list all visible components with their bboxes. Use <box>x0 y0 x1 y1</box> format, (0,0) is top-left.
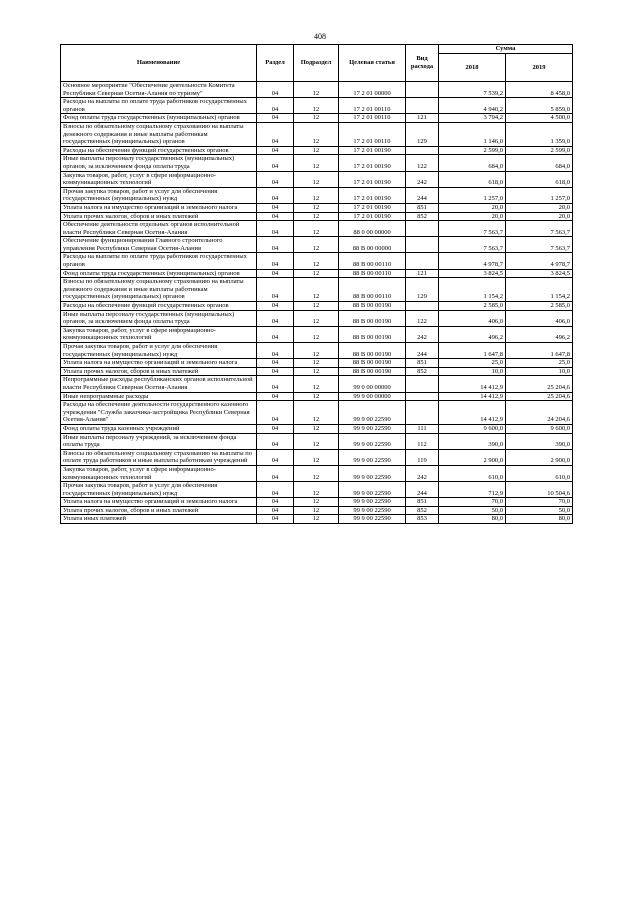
row-value-2019: 684,0 <box>506 155 573 171</box>
row-section: 04 <box>257 465 294 481</box>
row-subsection: 12 <box>294 376 339 392</box>
row-section: 04 <box>257 237 294 253</box>
row-value-2019: 3 824,5 <box>506 269 573 278</box>
row-subsection: 12 <box>294 82 339 98</box>
row-value-2019: 1 359,0 <box>506 122 573 146</box>
row-name: Уплата налога на имущество организаций и земельного налога <box>61 359 257 368</box>
row-section: 04 <box>257 376 294 392</box>
row-target: 17 2 01 00110 <box>339 114 406 123</box>
row-subsection: 12 <box>294 359 339 368</box>
row-name: Прочая закупка товаров, работ и услуг для обеспечения государственных (муниципальных) нужд <box>61 187 257 203</box>
header-section: Раздел <box>257 45 294 82</box>
row-subsection: 12 <box>294 98 339 114</box>
row-subsection: 12 <box>294 465 339 481</box>
row-section: 04 <box>257 343 294 359</box>
row-target: 17 2 01 00190 <box>339 187 406 203</box>
row-target: 88 В 00 00190 <box>339 326 406 342</box>
page-number: 408 <box>314 32 326 41</box>
row-subsection: 12 <box>294 343 339 359</box>
table-row <box>61 98 573 114</box>
row-subsection: 12 <box>294 269 339 278</box>
row-target: 99 9 00 22590 <box>339 424 406 433</box>
row-section: 04 <box>257 424 294 433</box>
row-target: 17 2 01 00190 <box>339 212 406 221</box>
row-name: Иные выплаты персоналу государственных (муниципальных) органов, за исключением фонда оплаты труда <box>61 310 257 326</box>
row-name: Основное мероприятие "Обеспечение деятельности Комитета Республики Северная Осетия-Алания по туризму" <box>61 82 257 98</box>
row-value-2018: 4 940,2 <box>439 98 506 114</box>
row-name: Прочая закупка товаров, работ и услуг для обеспечения государственных (муниципальных) нужд <box>61 343 257 359</box>
row-value-2019: 1 647,8 <box>506 343 573 359</box>
row-value-2018: 2 585,0 <box>439 302 506 311</box>
row-name: Расходы на выплаты по оплате труда работников государственных органов <box>61 98 257 114</box>
row-value-2018: 20,0 <box>439 203 506 212</box>
row-value-2018: 1 647,8 <box>439 343 506 359</box>
row-value-2019: 2 585,0 <box>506 302 573 311</box>
row-subsection: 12 <box>294 506 339 515</box>
row-expense-type <box>406 376 439 392</box>
row-section: 04 <box>257 98 294 114</box>
row-value-2019: 7 563,7 <box>506 221 573 237</box>
row-value-2019: 390,0 <box>506 433 573 449</box>
row-name: Непрограммные расходы республиканских органов исполнительной власти Республики Северная Осетия-Алания <box>61 376 257 392</box>
row-expense-type: 129 <box>406 278 439 302</box>
row-expense-type: 851 <box>406 359 439 368</box>
row-expense-type: 112 <box>406 433 439 449</box>
row-expense-type <box>406 98 439 114</box>
row-name: Фонд оплаты труда казенных учреждений <box>61 424 257 433</box>
row-section: 04 <box>257 253 294 269</box>
row-subsection: 12 <box>294 114 339 123</box>
row-value-2019: 610,0 <box>506 465 573 481</box>
row-expense-type: 129 <box>406 122 439 146</box>
row-expense-type <box>406 82 439 98</box>
table-row <box>61 278 573 302</box>
row-value-2018: 712,9 <box>439 482 506 498</box>
row-value-2018: 14 412,9 <box>439 376 506 392</box>
row-value-2018: 7 563,7 <box>439 237 506 253</box>
row-section: 04 <box>257 392 294 401</box>
row-value-2019: 25 204,6 <box>506 376 573 392</box>
row-subsection: 12 <box>294 187 339 203</box>
table-row <box>61 392 573 401</box>
row-subsection: 12 <box>294 367 339 376</box>
row-value-2018: 7 563,7 <box>439 221 506 237</box>
table-row <box>61 433 573 449</box>
row-name: Фонд оплаты труда государственных (муниципальных) органов <box>61 114 257 123</box>
row-subsection: 12 <box>294 155 339 171</box>
table-row <box>61 82 573 98</box>
row-subsection: 12 <box>294 392 339 401</box>
row-section: 04 <box>257 359 294 368</box>
row-section: 04 <box>257 482 294 498</box>
row-subsection: 12 <box>294 498 339 507</box>
row-name: Иные выплаты персоналу учреждений, за исключением фонда оплаты труда <box>61 433 257 449</box>
row-expense-type <box>406 237 439 253</box>
row-expense-type <box>406 221 439 237</box>
table-row <box>61 269 573 278</box>
header-sum: Сумма <box>439 45 573 54</box>
row-expense-type: 121 <box>406 269 439 278</box>
row-target: 17 2 01 00190 <box>339 203 406 212</box>
row-subsection: 12 <box>294 212 339 221</box>
row-value-2019: 496,2 <box>506 326 573 342</box>
row-section: 04 <box>257 278 294 302</box>
row-expense-type: 853 <box>406 515 439 524</box>
row-subsection: 12 <box>294 515 339 524</box>
row-name: Уплата прочих налогов, сборов и иных платежей <box>61 367 257 376</box>
row-value-2019: 25 204,6 <box>506 392 573 401</box>
row-subsection: 12 <box>294 401 339 425</box>
row-value-2019: 2 599,0 <box>506 146 573 155</box>
row-target: 99 9 00 22590 <box>339 401 406 425</box>
row-value-2018: 70,0 <box>439 498 506 507</box>
row-target: 17 2 01 00110 <box>339 122 406 146</box>
row-target: 99 0 00 00000 <box>339 376 406 392</box>
row-name: Уплата налога на имущество организаций и земельного налога <box>61 203 257 212</box>
row-value-2019: 8 458,0 <box>506 82 573 98</box>
row-section: 04 <box>257 114 294 123</box>
row-section: 04 <box>257 155 294 171</box>
row-name: Уплата прочих налогов, сборов и иных платежей <box>61 506 257 515</box>
table-row <box>61 465 573 481</box>
row-name: Закупка товаров, работ, услуг в сфере информационно-коммуникационных технологий <box>61 465 257 481</box>
row-expense-type: 852 <box>406 367 439 376</box>
row-name: Обеспечение деятельности отдельных органов исполнительной власти Республики Северная Осетия-Алания <box>61 221 257 237</box>
row-section: 04 <box>257 367 294 376</box>
row-section: 04 <box>257 401 294 425</box>
row-name: Взносы по обязательному социальному страхованию на выплаты по оплате труда работников и иные выплаты работникам учреждений <box>61 449 257 465</box>
row-subsection: 12 <box>294 278 339 302</box>
row-value-2019: 5 859,0 <box>506 98 573 114</box>
row-target: 88 В 00 00190 <box>339 359 406 368</box>
row-value-2018: 4 978,7 <box>439 253 506 269</box>
table-header <box>61 45 573 82</box>
row-name: Взносы по обязательному социальному страхованию на выплаты денежного содержания и иные выплаты работникам государственных (муниципальных) органов <box>61 122 257 146</box>
header-subsection: Подраздел <box>294 45 339 82</box>
row-value-2018: 2 900,0 <box>439 449 506 465</box>
row-value-2018: 25,0 <box>439 359 506 368</box>
row-value-2018: 2 599,0 <box>439 146 506 155</box>
header-name: Наименование <box>61 45 257 82</box>
table-row <box>61 212 573 221</box>
table-row <box>61 122 573 146</box>
row-value-2019: 70,0 <box>506 498 573 507</box>
row-value-2019: 4 500,0 <box>506 114 573 123</box>
row-section: 04 <box>257 302 294 311</box>
row-value-2019: 2 900,0 <box>506 449 573 465</box>
row-section: 04 <box>257 433 294 449</box>
row-target: 99 9 00 22590 <box>339 482 406 498</box>
header-target: Целевая статья <box>339 45 406 82</box>
row-value-2018: 10,0 <box>439 367 506 376</box>
row-expense-type: 244 <box>406 482 439 498</box>
row-section: 04 <box>257 498 294 507</box>
row-subsection: 12 <box>294 221 339 237</box>
row-subsection: 12 <box>294 237 339 253</box>
row-value-2019: 10 504,6 <box>506 482 573 498</box>
row-target: 99 9 00 22590 <box>339 498 406 507</box>
row-value-2019: 9 600,0 <box>506 424 573 433</box>
row-value-2019: 4 978,7 <box>506 253 573 269</box>
row-target: 99 9 00 22590 <box>339 515 406 524</box>
row-target: 99 9 00 22590 <box>339 506 406 515</box>
row-expense-type: 244 <box>406 187 439 203</box>
row-target: 17 2 01 00110 <box>339 98 406 114</box>
row-expense-type: 242 <box>406 465 439 481</box>
table-row <box>61 498 573 507</box>
row-section: 04 <box>257 146 294 155</box>
row-value-2018: 1 146,0 <box>439 122 506 146</box>
table-row <box>61 376 573 392</box>
row-value-2018: 9 600,0 <box>439 424 506 433</box>
header-year-2018: 2018 <box>439 54 506 82</box>
table-row <box>61 506 573 515</box>
row-value-2019: 80,0 <box>506 515 573 524</box>
table-row <box>61 401 573 425</box>
row-subsection: 12 <box>294 122 339 146</box>
row-expense-type: 244 <box>406 343 439 359</box>
row-section: 04 <box>257 326 294 342</box>
row-name: Обеспечение функционирования Главного строительного управления Республики Северная Осетия-Алания <box>61 237 257 253</box>
row-section: 04 <box>257 203 294 212</box>
row-value-2018: 20,0 <box>439 212 506 221</box>
row-subsection: 12 <box>294 302 339 311</box>
row-section: 04 <box>257 212 294 221</box>
table-row <box>61 482 573 498</box>
row-target: 88 В 00 00190 <box>339 367 406 376</box>
row-name: Закупка товаров, работ, услуг в сфере информационно-коммуникационных технологий <box>61 171 257 187</box>
row-target: 88 В 00 00110 <box>339 278 406 302</box>
row-subsection: 12 <box>294 203 339 212</box>
row-expense-type: 852 <box>406 212 439 221</box>
row-target: 88 В 00 00110 <box>339 253 406 269</box>
row-name: Прочая закупка товаров, работ и услуг для обеспечения государственных (муниципальных) нужд <box>61 482 257 498</box>
row-target: 99 9 00 22590 <box>339 449 406 465</box>
row-expense-type <box>406 146 439 155</box>
row-expense-type: 122 <box>406 155 439 171</box>
row-value-2019: 10,0 <box>506 367 573 376</box>
row-expense-type: 121 <box>406 114 439 123</box>
row-name: Иные непрограммные расходы <box>61 392 257 401</box>
header-year-2019: 2019 <box>506 54 573 82</box>
row-expense-type: 111 <box>406 424 439 433</box>
row-target: 99 9 00 22590 <box>339 465 406 481</box>
row-value-2019: 20,0 <box>506 212 573 221</box>
row-expense-type: 852 <box>406 506 439 515</box>
row-target: 88 В 00 00190 <box>339 343 406 359</box>
row-target: 17 2 01 00190 <box>339 146 406 155</box>
row-section: 04 <box>257 82 294 98</box>
row-target: 88 В 00 00110 <box>339 269 406 278</box>
table-row <box>61 359 573 368</box>
row-name: Уплата иных платежей <box>61 515 257 524</box>
budget-table <box>60 44 573 524</box>
row-target: 88 В 00 00190 <box>339 302 406 311</box>
header-expense-type: Вид расхода <box>406 45 439 82</box>
row-name: Взносы по обязательному социальному страхованию на выплаты денежного содержания и иные выплаты работникам государственных (муниципальных) органов <box>61 278 257 302</box>
row-name: Расходы на обеспечение деятельности государственного казенного учреждения "Служба заказчика-застройщика Республики Северная Осетия-Алания" <box>61 401 257 425</box>
row-target: 99 9 00 22590 <box>339 433 406 449</box>
row-name: Уплата прочих налогов, сборов и иных платежей <box>61 212 257 221</box>
table-row <box>61 515 573 524</box>
row-expense-type: 851 <box>406 498 439 507</box>
table-row <box>61 114 573 123</box>
row-section: 04 <box>257 187 294 203</box>
row-value-2019: 7 563,7 <box>506 237 573 253</box>
row-subsection: 12 <box>294 482 339 498</box>
row-subsection: 12 <box>294 310 339 326</box>
row-target: 17 2 01 00190 <box>339 155 406 171</box>
row-value-2019: 1 154,2 <box>506 278 573 302</box>
row-section: 04 <box>257 269 294 278</box>
row-value-2018: 7 539,2 <box>439 82 506 98</box>
row-value-2018: 496,2 <box>439 326 506 342</box>
row-value-2019: 20,0 <box>506 203 573 212</box>
row-value-2019: 1 257,0 <box>506 187 573 203</box>
row-section: 04 <box>257 171 294 187</box>
row-target: 88 В 00 00190 <box>339 310 406 326</box>
row-value-2018: 50,0 <box>439 506 506 515</box>
row-subsection: 12 <box>294 253 339 269</box>
row-expense-type <box>406 302 439 311</box>
row-value-2018: 1 257,0 <box>439 187 506 203</box>
row-expense-type: 851 <box>406 203 439 212</box>
row-section: 04 <box>257 449 294 465</box>
table-row <box>61 203 573 212</box>
table-row <box>61 449 573 465</box>
row-value-2018: 610,0 <box>439 465 506 481</box>
table-row <box>61 343 573 359</box>
row-target: 88 В 00 00000 <box>339 237 406 253</box>
row-name: Расходы на обеспечение функций государственных органов <box>61 146 257 155</box>
row-section: 04 <box>257 122 294 146</box>
row-section: 04 <box>257 506 294 515</box>
row-value-2018: 3 794,2 <box>439 114 506 123</box>
row-subsection: 12 <box>294 449 339 465</box>
table-row <box>61 424 573 433</box>
table-row <box>61 146 573 155</box>
row-value-2018: 618,0 <box>439 171 506 187</box>
row-value-2018: 390,0 <box>439 433 506 449</box>
row-expense-type <box>406 392 439 401</box>
row-section: 04 <box>257 310 294 326</box>
row-value-2018: 3 824,5 <box>439 269 506 278</box>
row-value-2019: 406,0 <box>506 310 573 326</box>
row-name: Фонд оплаты труда государственных (муниципальных) органов <box>61 269 257 278</box>
table-row <box>61 302 573 311</box>
row-value-2018: 14 412,9 <box>439 392 506 401</box>
row-section: 04 <box>257 221 294 237</box>
row-subsection: 12 <box>294 433 339 449</box>
row-target: 99 9 00 00000 <box>339 392 406 401</box>
row-value-2019: 24 204,6 <box>506 401 573 425</box>
row-target: 17 2 01 00000 <box>339 82 406 98</box>
row-expense-type: 242 <box>406 326 439 342</box>
row-value-2018: 80,0 <box>439 515 506 524</box>
row-value-2019: 50,0 <box>506 506 573 515</box>
table-row <box>61 187 573 203</box>
row-value-2018: 406,0 <box>439 310 506 326</box>
row-subsection: 12 <box>294 326 339 342</box>
row-section: 04 <box>257 515 294 524</box>
row-name: Иные выплаты персоналу государственных (муниципальных) органов, за исключением фонда оплаты труда <box>61 155 257 171</box>
table-row <box>61 155 573 171</box>
row-expense-type: 122 <box>406 310 439 326</box>
table-row <box>61 237 573 253</box>
row-expense-type: 242 <box>406 171 439 187</box>
table-row <box>61 171 573 187</box>
row-value-2018: 684,0 <box>439 155 506 171</box>
table-row <box>61 326 573 342</box>
row-expense-type <box>406 401 439 425</box>
row-target: 88 0 00 00000 <box>339 221 406 237</box>
row-expense-type <box>406 253 439 269</box>
row-name: Расходы на выплаты по оплате труда работников государственных органов <box>61 253 257 269</box>
table-row <box>61 253 573 269</box>
row-value-2019: 618,0 <box>506 171 573 187</box>
table-row <box>61 221 573 237</box>
row-name: Уплата налога на имущество организаций и земельного налога <box>61 498 257 507</box>
row-expense-type: 119 <box>406 449 439 465</box>
table-body <box>61 82 573 524</box>
table-row <box>61 367 573 376</box>
row-name: Закупка товаров, работ, услуг в сфере информационно-коммуникационных технологий <box>61 326 257 342</box>
row-target: 17 2 01 00190 <box>339 171 406 187</box>
row-subsection: 12 <box>294 146 339 155</box>
row-value-2018: 1 154,2 <box>439 278 506 302</box>
table-row <box>61 310 573 326</box>
row-subsection: 12 <box>294 424 339 433</box>
row-name: Расходы на обеспечение функций государственных органов <box>61 302 257 311</box>
row-value-2019: 25,0 <box>506 359 573 368</box>
row-value-2018: 14 412,9 <box>439 401 506 425</box>
row-subsection: 12 <box>294 171 339 187</box>
